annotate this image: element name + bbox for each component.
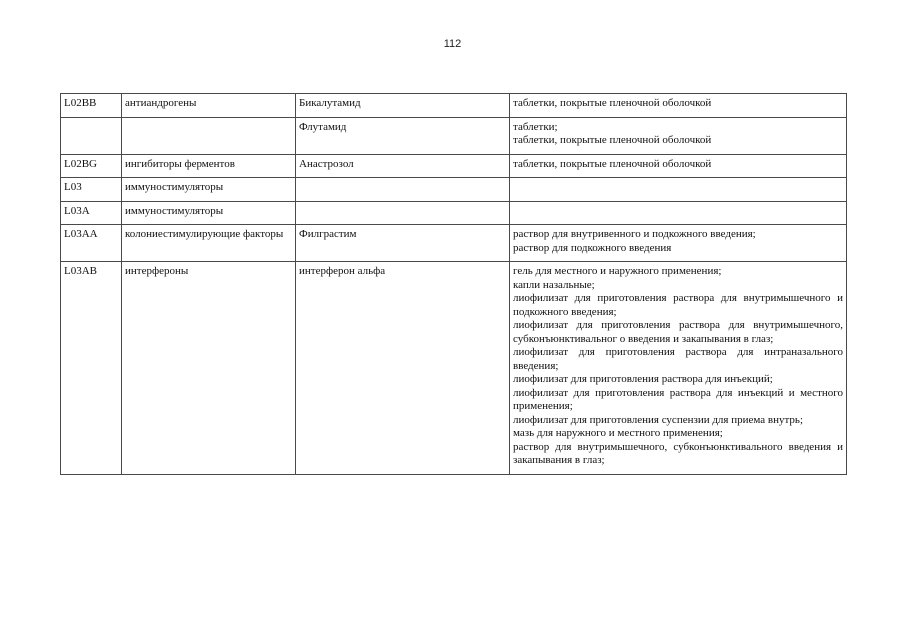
drug-name-cell	[296, 178, 510, 202]
dosage-form: лиофилизат для приготовления раствора для интраназального введения;	[513, 346, 843, 372]
table-row	[61, 262, 847, 475]
dosage-form: раствор для подкожного введения	[513, 241, 672, 254]
group-name-cell: иммуностимуляторы	[122, 201, 296, 225]
table-row	[61, 154, 847, 178]
dosage-forms-cell	[510, 117, 847, 154]
group-name-cell: ингибиторы ферментов	[122, 154, 296, 178]
dosage-forms-cell	[510, 154, 847, 178]
dosage-form: лиофилизат для приготовления раствора для инъекций;	[513, 373, 773, 385]
dosage-form: мазь для наружного и местного применения;	[513, 427, 723, 439]
dosage-form: таблетки, покрытые пленочной оболочкой	[513, 97, 712, 109]
dosage-forms-cell	[510, 178, 847, 202]
dosage-form: таблетки, покрытые пленочной оболочкой	[513, 157, 712, 170]
drug-name-cell: Анастрозол	[296, 154, 510, 178]
dosage-form: лиофилизат для приготовления раствора для внутримышечного, субконъюнктивальног о введения и закапывания в глаз;	[513, 319, 843, 345]
page-number: 112	[443, 38, 462, 50]
drug-name-cell: Флутамид	[296, 117, 510, 154]
table-row	[61, 201, 847, 225]
dosage-form: раствор для внутримышечного, субконъюнктивального введения и закапывания в глаз;	[513, 440, 843, 466]
atc-code-cell	[61, 117, 122, 154]
table-row	[61, 178, 847, 202]
table-body	[61, 94, 847, 475]
dosage-form: гель для местного и наружного применения;	[513, 265, 722, 277]
atc-code-cell: L03A	[61, 201, 122, 225]
atc-code-cell: L03AB	[61, 262, 122, 475]
dosage-form: лиофилизат для приготовления раствора для инъекций и местного применения;	[513, 386, 843, 412]
dosage-form: лиофилизат для приготовления суспензии для приема внутрь;	[513, 413, 804, 426]
group-name-cell: иммуностимуляторы	[122, 178, 296, 202]
dosage-form: таблетки;	[513, 120, 558, 133]
drug-name-cell: Филграстим	[296, 225, 510, 262]
atc-code-cell: L03AA	[61, 225, 122, 262]
group-name-cell: антиандрогены	[122, 94, 296, 118]
dosage-form: капли назальные;	[513, 278, 595, 291]
atc-code-cell: L02BB	[61, 94, 122, 118]
dosage-forms-cell	[510, 262, 847, 475]
table-row	[61, 94, 847, 118]
group-name-cell: интерфероны	[122, 262, 296, 475]
atc-code-cell: L03	[61, 178, 122, 202]
drug-name-cell: интерферон альфа	[296, 262, 510, 475]
group-name-cell: колониестимулирующие факторы	[122, 225, 296, 262]
dosage-forms-cell	[510, 225, 847, 262]
dosage-forms-cell	[510, 94, 847, 118]
dosage-forms-cell	[510, 201, 847, 225]
drug-table	[60, 93, 847, 475]
dosage-form: лиофилизат для приготовления раствора для внутримышечного и подкожного введения;	[513, 292, 843, 318]
dosage-form: раствор для внутривенного и подкожного введения;	[513, 228, 756, 240]
dosage-form: таблетки, покрытые пленочной оболочкой	[513, 134, 712, 146]
atc-code-cell: L02BG	[61, 154, 122, 178]
drug-name-cell: Бикалутамид	[296, 94, 510, 118]
drug-name-cell	[296, 201, 510, 225]
group-name-cell	[122, 117, 296, 154]
table-row	[61, 225, 847, 262]
table-row	[61, 117, 847, 154]
